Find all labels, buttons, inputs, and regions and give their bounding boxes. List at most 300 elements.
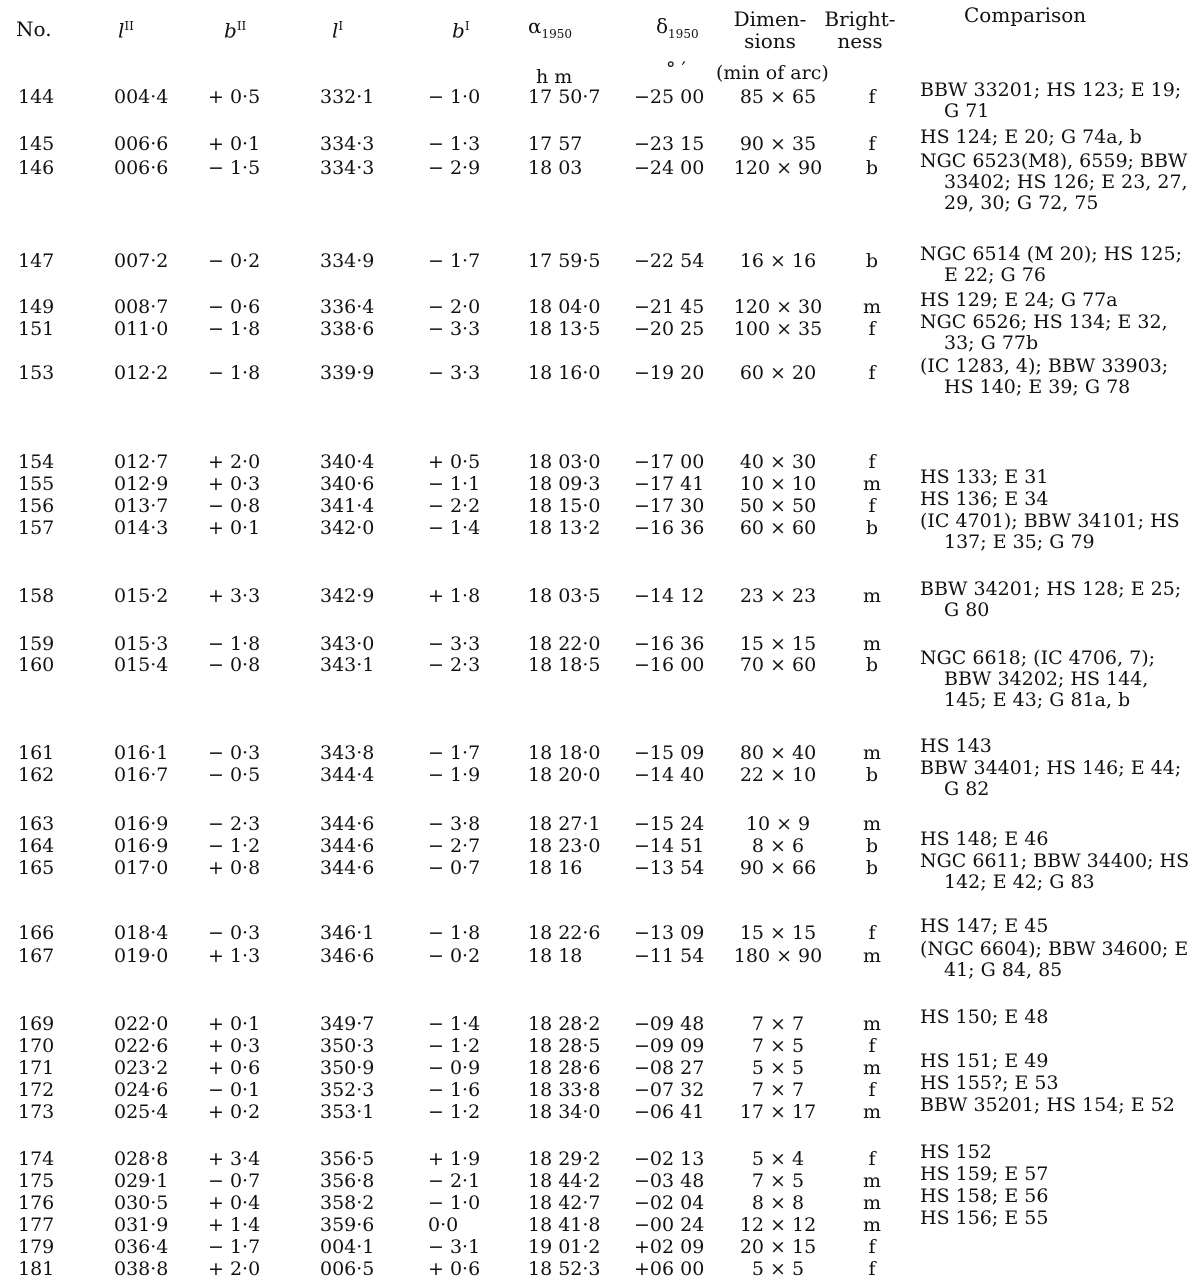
cell-no: 160 [18,654,55,676]
cell-l1: 006·5 [320,1258,375,1280]
header-alpha-label: α [528,14,542,38]
cell-l2: 008·7 [114,296,169,318]
header-l2-label: l [118,18,125,43]
comparison-text: NGC 6611; BBW 34400; HS 142; E 42; G 83 [920,850,1190,893]
cell-dim: 15 × 15 [739,633,817,655]
cell-no: 151 [18,318,55,340]
cell-br: m [862,1101,882,1123]
cell-b2: + 0·6 [208,1057,261,1079]
cell-no: 164 [18,835,55,857]
cell-l1: 344·6 [320,857,375,879]
header-b1-label: b [452,18,465,43]
cell-dec: −11 54 [634,945,705,967]
cell-comp [920,80,1190,122]
cell-br: m [862,1214,882,1236]
cell-ra: 17 59·5 [528,250,601,272]
header-no-label: No. [16,17,52,41]
cell-br: m [862,1192,882,1214]
cell-dec: −16 36 [634,517,705,539]
cell-comp [920,916,1190,937]
cell-br: m [862,1013,882,1035]
cell-b1: − 1·7 [428,250,481,272]
comparison-text: BBW 34401; HS 146; E 44; G 82 [920,757,1182,800]
cell-b1: − 1·4 [428,1013,481,1035]
comparison-text: (IC 4701); BBW 34101; HS 137; E 35; G 79 [920,510,1180,553]
cell-comp [920,1142,1190,1163]
cell-comp [920,1208,1190,1229]
cell-l2: 014·3 [114,517,169,539]
cell-dim: 40 × 30 [739,451,817,473]
cell-no: 153 [18,362,55,384]
cell-dim: 12 × 12 [739,1214,817,1236]
comparison-text: HS 129; E 24; G 77a [920,289,1118,311]
cell-l1: 346·1 [320,922,375,944]
cell-no: 169 [18,1013,55,1035]
cell-br: m [862,742,882,764]
cell-no: 144 [18,86,55,108]
cell-l2: 006·6 [114,157,169,179]
cell-dim: 5 × 4 [751,1148,805,1170]
cell-br: f [868,1079,876,1101]
cell-b2: − 0·1 [208,1079,261,1101]
cell-b2: + 0·1 [208,133,261,155]
comparison-text: NGC 6523(M8), 6559; BBW 33402; HS 126; E 23, 27, 29, 30; G 72, 75 [920,150,1188,214]
header-delta-label: δ [656,14,669,38]
cell-b2: + 0·1 [208,1013,261,1035]
cell-dim: 5 × 5 [751,1258,805,1280]
cell-br: b [865,857,879,879]
cell-comp [920,1051,1190,1072]
cell-b1: − 0·9 [428,1057,481,1079]
cell-no: 147 [18,250,55,272]
cell-l1: 359·6 [320,1214,375,1236]
header-no [16,18,52,40]
cell-l1: 356·8 [320,1170,375,1192]
comparison-text: HS 147; E 45 [920,915,1049,937]
unit-alpha-label: h m [536,66,573,88]
comparison-text: HS 152 [920,1141,992,1163]
cell-b2: + 0·3 [208,1035,261,1057]
cell-l2: 036·4 [114,1236,169,1258]
cell-b1: − 3·3 [428,318,481,340]
cell-dec: −08 27 [634,1057,705,1079]
cell-ra: 18 18·5 [528,654,601,676]
cell-b1: + 1·9 [428,1148,481,1170]
cell-b2: − 0·7 [208,1170,261,1192]
cell-l2: 016·1 [114,742,169,764]
cell-dim: 7 × 5 [751,1170,805,1192]
cell-l1: 336·4 [320,296,375,318]
cell-ra: 18 18·0 [528,742,601,764]
cell-b1: − 3·3 [428,633,481,655]
cell-comp [920,736,1190,757]
cell-no: 174 [18,1148,55,1170]
cell-b2: + 2·0 [208,451,261,473]
cell-b1: − 1·1 [428,473,481,495]
cell-l1: 343·0 [320,633,375,655]
cell-b1: − 2·7 [428,835,481,857]
cell-br: f [868,1258,876,1280]
cell-b1: − 2·3 [428,654,481,676]
comparison-text: HS 124; E 20; G 74a, b [920,126,1142,148]
comparison-text: HS 158; E 56 [920,1185,1049,1207]
cell-l1: 350·9 [320,1057,375,1079]
cell-no: 159 [18,633,55,655]
cell-b1: − 1·4 [428,517,481,539]
cell-l1: 340·6 [320,473,375,495]
cell-b2: − 0·5 [208,764,261,786]
cell-ra: 18 28·2 [528,1013,601,1035]
cell-ra: 18 44·2 [528,1170,601,1192]
cell-dec: −23 15 [634,133,705,155]
cell-b1: − 2·2 [428,495,481,517]
header-dim-line2: sions [744,29,796,53]
cell-br: m [862,813,882,835]
cell-ra: 18 03 [528,157,583,179]
cell-dim: 120 × 90 [733,157,823,179]
cell-dim: 180 × 90 [733,945,823,967]
cell-br: b [865,835,879,857]
cell-dec: −21 45 [634,296,705,318]
cell-b2: + 2·0 [208,1258,261,1280]
cell-comp [920,939,1190,981]
cell-no: 162 [18,764,55,786]
cell-ra: 18 52·3 [528,1258,601,1280]
cell-ra: 18 15·0 [528,495,601,517]
cell-dec: −25 00 [634,86,705,108]
cell-dec: −02 04 [634,1192,705,1214]
header-l2 [118,15,134,42]
cell-br: m [862,945,882,967]
comparison-text: HS 150; E 48 [920,1006,1049,1028]
cell-ra: 18 41·8 [528,1214,601,1236]
comparison-text: BBW 35201; HS 154; E 52 [920,1094,1175,1116]
cell-l1: 350·3 [320,1035,375,1057]
cell-b2: + 0·2 [208,1101,261,1123]
cell-dec: +06 00 [634,1258,705,1280]
cell-b2: − 0·8 [208,495,261,517]
cell-ra: 18 09·3 [528,473,601,495]
cell-l1: 349·7 [320,1013,375,1035]
cell-comp [920,758,1190,800]
cell-dec: −19 20 [634,362,705,384]
cell-no: 165 [18,857,55,879]
cell-br: f [868,1236,876,1258]
cell-br: b [865,517,879,539]
cell-l2: 017·0 [114,857,169,879]
cell-ra: 18 03·0 [528,451,601,473]
cell-b1: − 2·9 [428,157,481,179]
cell-dim: 60 × 60 [739,517,817,539]
header-l1 [332,15,343,42]
cell-br: f [868,362,876,384]
comparison-text: HS 133; E 31 [920,466,1049,488]
unit-delta-label: ° ′ [666,58,686,80]
header-b2-label: b [224,18,237,43]
cell-br: b [865,157,879,179]
header-alpha-sub: 1950 [541,27,573,41]
cell-dim: 15 × 15 [739,922,817,944]
cell-l2: 015·3 [114,633,169,655]
cell-dec: −15 09 [634,742,705,764]
cell-comp [920,151,1190,214]
cell-no: 176 [18,1192,55,1214]
cell-b2: + 0·5 [208,86,261,108]
cell-dim: 7 × 7 [751,1079,805,1101]
comparison-text: (NGC 6604); BBW 34600; E 41; G 84, 85 [920,938,1189,981]
cell-l1: 344·6 [320,835,375,857]
cell-l1: 334·3 [320,157,375,179]
cell-dec: −17 30 [634,495,705,517]
cell-no: 170 [18,1035,55,1057]
cell-br: m [862,633,882,655]
cell-dim: 7 × 7 [751,1013,805,1035]
cell-ra: 18 18 [528,945,583,967]
header-delta-sub: 1950 [668,27,699,41]
cell-br: f [868,1035,876,1057]
cell-dec: −14 12 [634,585,705,607]
cell-ra: 18 22·6 [528,922,601,944]
cell-b2: − 1·8 [208,362,261,384]
cell-no: 173 [18,1101,55,1123]
cell-l1: 343·1 [320,654,375,676]
cell-b1: 0·0 [428,1214,459,1236]
cell-b2: − 2·3 [208,813,261,835]
cell-l1: 339·9 [320,362,375,384]
cell-ra: 18 03·5 [528,585,601,607]
cell-b2: − 1·5 [208,157,261,179]
cell-l1: 341·4 [320,495,375,517]
cell-l2: 007·2 [114,250,169,272]
cell-l1: 343·8 [320,742,375,764]
cell-br: b [865,654,879,676]
cell-ra: 18 22·0 [528,633,601,655]
cell-dec: −06 41 [634,1101,705,1123]
header-b1-sup: I [464,19,470,33]
cell-ra: 18 28·6 [528,1057,601,1079]
cell-br: m [862,473,882,495]
cell-l2: 015·4 [114,654,169,676]
cell-no: 146 [18,157,55,179]
cell-l2: 011·0 [114,318,169,340]
comparison-text: BBW 34201; HS 128; E 25; G 80 [920,578,1182,621]
cell-br: f [868,318,876,340]
cell-b1: − 1·9 [428,764,481,786]
cell-b1: − 1·2 [428,1035,481,1057]
cell-dec: −17 41 [634,473,705,495]
cell-no: 175 [18,1170,55,1192]
cell-l1: 344·4 [320,764,375,786]
cell-b2: − 1·7 [208,1236,261,1258]
cell-l1: 352·3 [320,1079,375,1101]
cell-b2: + 1·3 [208,945,261,967]
cell-comp [920,356,1190,398]
cell-b2: + 1·4 [208,1214,261,1236]
cell-b2: − 0·6 [208,296,261,318]
cell-no: 177 [18,1214,55,1236]
cell-l1: 344·6 [320,813,375,835]
cell-no: 145 [18,133,55,155]
cell-b2: − 0·3 [208,742,261,764]
header-dim-line1: Dimen- [733,7,807,31]
cell-l2: 004·4 [114,86,169,108]
cell-dim: 10 × 9 [745,813,811,835]
cell-b2: + 0·4 [208,1192,261,1214]
cell-b2: + 0·1 [208,517,261,539]
cell-ra: 17 57 [528,133,583,155]
cell-dec: −03 48 [634,1170,705,1192]
cell-br: b [865,250,879,272]
cell-b1: + 0·5 [428,451,481,473]
header-b1 [452,15,470,42]
cell-b2: − 1·8 [208,633,261,655]
cell-dec: −13 54 [634,857,705,879]
unit-dim-label: (min of arc) [716,62,829,84]
cell-dim: 60 × 20 [739,362,817,384]
cell-ra: 18 33·8 [528,1079,601,1101]
cell-b1: − 0·2 [428,945,481,967]
cell-no: 172 [18,1079,55,1101]
cell-l2: 024·6 [114,1079,169,1101]
cell-b1: − 1·3 [428,133,481,155]
cell-ra: 18 13·5 [528,318,601,340]
cell-comp [920,648,1190,711]
cell-dec: −14 51 [634,835,705,857]
cell-comp [920,312,1190,354]
cell-b1: − 1·6 [428,1079,481,1101]
cell-no: 155 [18,473,55,495]
cell-l2: 006·6 [114,133,169,155]
header-delta [656,15,699,45]
header-dimensions [724,8,816,52]
cell-dec: −16 00 [634,654,705,676]
cell-l2: 016·7 [114,764,169,786]
header-l2-sup: II [124,19,134,33]
cell-no: 149 [18,296,55,318]
cell-br: m [862,585,882,607]
cell-ra: 17 50·7 [528,86,601,108]
cell-dim: 100 × 35 [733,318,823,340]
cell-comp [920,511,1190,553]
cell-l1: 332·1 [320,86,375,108]
cell-comp [920,1073,1190,1094]
cell-dim: 17 × 17 [739,1101,817,1123]
cell-ra: 18 20·0 [528,764,601,786]
unit-delta [666,58,686,80]
cell-l2: 018·4 [114,922,169,944]
cell-dim: 90 × 66 [739,857,817,879]
cell-no: 161 [18,742,55,764]
cell-l2: 025·4 [114,1101,169,1123]
comparison-text: NGC 6526; HS 134; E 32, 33; G 77b [920,311,1168,354]
cell-dim: 23 × 23 [739,585,817,607]
cell-dim: 50 × 50 [739,495,817,517]
cell-dim: 5 × 5 [751,1057,805,1079]
cell-l2: 030·5 [114,1192,169,1214]
cell-l1: 334·9 [320,250,375,272]
cell-br: f [868,1148,876,1170]
cell-l2: 012·7 [114,451,169,473]
unit-dimensions [716,62,829,84]
cell-l2: 029·1 [114,1170,169,1192]
comparison-text: HS 143 [920,735,992,757]
cell-dec: −09 09 [634,1035,705,1057]
cell-dim: 80 × 40 [739,742,817,764]
cell-dim: 22 × 10 [739,764,817,786]
comparison-text: NGC 6514 (M 20); HS 125; E 22; G 76 [920,243,1183,286]
comparison-text: HS 155?; E 53 [920,1072,1059,1094]
cell-b1: − 0·7 [428,857,481,879]
cell-dec: −17 00 [634,451,705,473]
cell-b2: − 0·2 [208,250,261,272]
cell-no: 157 [18,517,55,539]
cell-comp [920,829,1190,850]
cell-b1: − 1·8 [428,922,481,944]
cell-comp [920,1007,1190,1028]
cell-l2: 012·2 [114,362,169,384]
cell-no: 167 [18,945,55,967]
cell-b2: − 0·8 [208,654,261,676]
cell-ra: 18 13·2 [528,517,601,539]
cell-b1: − 3·8 [428,813,481,835]
cell-dec: −20 25 [634,318,705,340]
cell-l1: 342·9 [320,585,375,607]
cell-l2: 022·6 [114,1035,169,1057]
cell-ra: 18 04·0 [528,296,601,318]
cell-l2: 016·9 [114,813,169,835]
cell-dec: −00 24 [634,1214,705,1236]
cell-b1: − 1·2 [428,1101,481,1123]
cell-b1: − 1·0 [428,1192,481,1214]
cell-br: m [862,1057,882,1079]
cell-b2: − 1·2 [208,835,261,857]
cell-l2: 015·2 [114,585,169,607]
cell-br: f [868,922,876,944]
cell-l1: 338·6 [320,318,375,340]
cell-l2: 023·2 [114,1057,169,1079]
cell-comp [920,489,1190,510]
cell-comp [920,1186,1190,1207]
cell-dim: 85 × 65 [739,86,817,108]
cell-no: 158 [18,585,55,607]
cell-dec: +02 09 [634,1236,705,1258]
cell-dec: −14 40 [634,764,705,786]
cell-comp [920,579,1190,621]
cell-comp [920,1164,1190,1185]
cell-l2: 028·8 [114,1148,169,1170]
cell-l2: 022·0 [114,1013,169,1035]
cell-b1: − 1·7 [428,742,481,764]
cell-comp [920,244,1190,286]
cell-l2: 031·9 [114,1214,169,1236]
cell-l2: 038·8 [114,1258,169,1280]
header-comparison [964,4,1086,26]
cell-b1: − 2·1 [428,1170,481,1192]
cell-l1: 346·6 [320,945,375,967]
cell-dim: 70 × 60 [739,654,817,676]
cell-l1: 004·1 [320,1236,375,1258]
header-comparison-label: Comparison [964,3,1087,27]
cell-b2: − 1·8 [208,318,261,340]
cell-br: f [868,495,876,517]
cell-ra: 18 27·1 [528,813,601,835]
header-b2-sup: II [236,19,247,33]
cell-comp [920,1095,1190,1116]
cell-dec: −22 54 [634,250,705,272]
header-bright-line1: Bright- [824,7,896,31]
cell-comp [920,467,1190,488]
cell-l1: 342·0 [320,517,375,539]
